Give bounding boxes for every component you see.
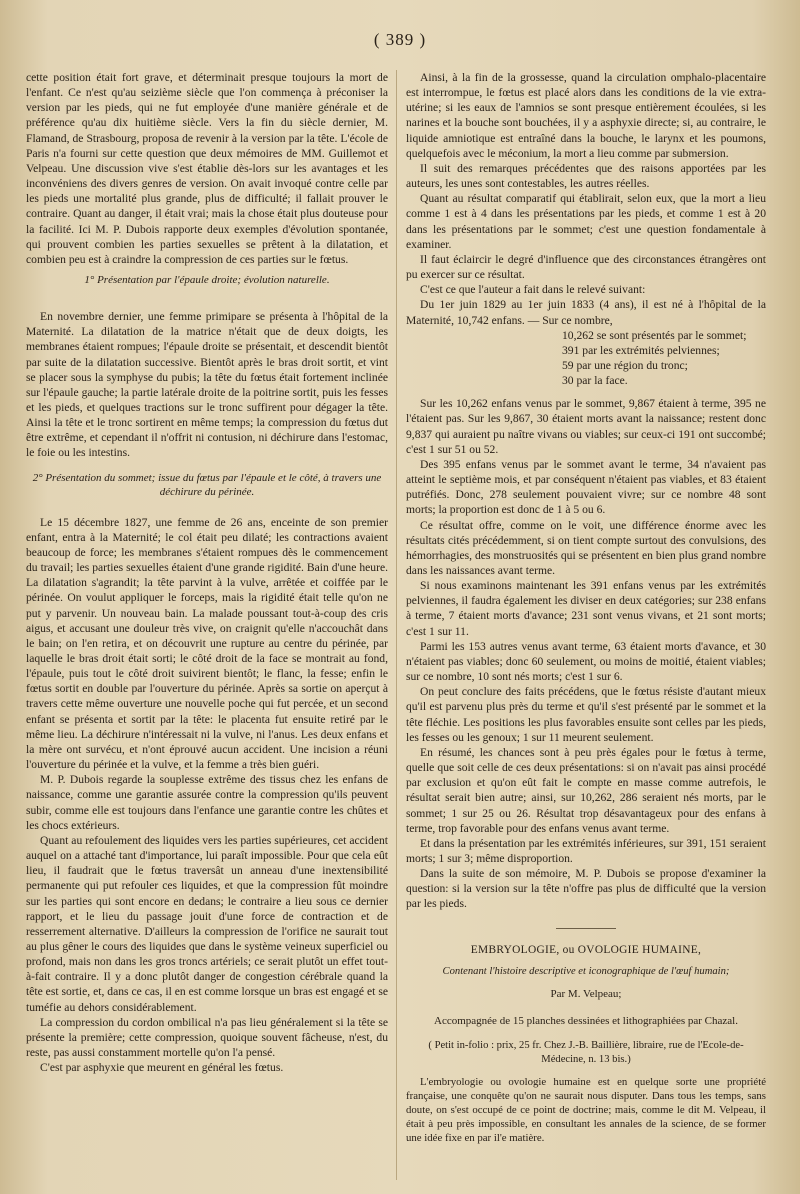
book-publication-info: ( Petit in-folio : prix, 25 fr. Chez J.-B. Baillière, libraire, rue de l'Ecole-de-Médecine, n. 13 bis.) xyxy=(428,1040,744,1066)
paragraph: Ce résultat offre, comme on le voit, une différence énorme avec les résultats cités précédemment, si on tient compte surtout des convulsions, des hémorrhagies, des monstruosités qui se présentent en bien plus grand nombre dans les naissances avant terme. xyxy=(406,518,766,577)
paragraph: La compression du cordon ombilical n'a pas lieu généralement si la tête se présente la première; cette compression, quoique souvent fâcheuse, n'est, du reste, pas aussi constamment mortelle qu'on l'a pensé. xyxy=(26,1015,388,1060)
statistics-line: 30 par la face. xyxy=(562,374,628,388)
birth-statistics xyxy=(406,297,766,388)
paragraph: Le 15 décembre 1827, une femme de 26 ans, enceinte de son premier enfant, entra à la Maternité; le col était peu dilaté; les contractions avaient beaucoup de force; les membranes s'étaient rompues dès le commencement du travail; les parties sexuelles étaient d'une grande rigidité. Bain d'une heure. La dilatation s'agrandit; la tête parvint à la vulve, arrêtée et coiffée par le périnée. On voulut appliquer le forceps, mais la rigidité était telle qu'on ne put y parvenir. Un nouveau bain. La malade poussant tout-à-coup des cris aigus, et accusant une douleur très vive, on craignit qu'elle n'accouchât dans le bain; on l'en retira, et on découvrit une rupture au centre du périnée, par laquelle le bras droit était sorti; le côté droit de la face se montrait au fond, l'épaule, puis tout le côté droit suivirent bientôt; le flanc, la fesse; enfin le fœtus sortit en double par l'ouverture du périnée. Après sa sortie on aperçut à travers cette même ouverture une nouvelle poche qui fut percée, et un second enfant se présenta et sortit par la tête: le placenta fut ensuite retiré par le même lieu. La déchirure n'intéressait ni la vulve, ni l'anus. Les deux enfans et la mère ont survécu, et n'ont éprouvé aucun accident. Une incision a réuni l'ouverture du périnée et la vulve, et la femme a très bien guéri. xyxy=(26,515,388,772)
book-title: EMBRYOLOGIE, ou OVOLOGIE HUMAINE, xyxy=(470,943,702,956)
book-plates: Accompagnée de 15 planches dessinées et lithographiées par Chazal. xyxy=(434,1015,738,1028)
paragraph: Quant au refoulement des liquides vers les parties supérieures, cet accident auquel on a attaché tant d'importance, lui paraît impossible. Pour que cela eût lieu, il faudrait que le fœtus traversât un anneau d'une inextensibilité permanente qui put refouler ces liquides, et que la compression fût moindre sur les parties qui sont encore en dedans; le contraire a lieu sous ce dernier rapport, et le lieu du passage jouit d'une force de contraction et de resserrement alternative. D'ailleurs la compression de l'orifice ne saurait tout au plus gêner le cours des liquides que dans le système veineux superficiel ou profond, mais non dans les gros troncs artériels; ce serait plutôt un effet tout-à-fait contraire. Il y a donc plutôt danger de congestion cérébrale quand la tête est sortie, et, dans ce cas, il en est comme lorsque un bras est engagé et se tuméfie au dehors considérablement. xyxy=(26,833,388,1014)
page-number: ( 389 ) xyxy=(373,30,427,49)
paragraph: Ainsi, à la fin de la grossesse, quand la circulation omphalo-placentaire est interrompue, le fœtus est placé alors dans les conditions de la vie extra-utérine; si les eaux de l'amnios se sont presque entièrement écoulées, si les narines et la bouche sont bouchées, il y a asphyxie directe; si, au contraire, le liquide amniotique est entraîné dans la bouche, le larynx et les poumons, quelquefois avec le méconium, la mort a lieu comme par submersion. xyxy=(406,71,766,160)
section-rule xyxy=(556,928,616,929)
paragraph: cette position était fort grave, et déterminait presque toujours la mort de l'enfant. Ce n'est qu'au seizième siècle que l'on commença à préconiser la version par les pieds, qui ne fut employée d'une manière générale et de préférence qu'au dix huitième siècle. Vers la fin du siècle dernier, M. Flamand, de Strasbourg, proposa de revenir à la version par la tête. L'école de Paris n'a fourni sur cette question que deux mémoires de MM. Guillemot et Velpeau. Une discussion vive s'est établie dès-lors sur les avantages et les inconvéniens des divers genres de version. On avait invoqué contre celle par les pieds une mortalité plus grande, plus de difficulté; il fallait prouver le contraire. Quant au danger, il était vrai; mais la chose était plus douteuse pour la facilité. Ici M. P. Dubois rapporte deux exemples d'évolution spontanée, qui prouvent combien les parties sexuelles se prêtent à la dilatation, et combien peu est à craindre la compression de ces parties sur le fœtus. xyxy=(26,71,388,266)
paragraph: Et dans la présentation par les extrémités inférieures, sur 391, 151 seraient morts; 1 sur 3; même disproportion. xyxy=(406,836,766,865)
paragraph: C'est ce que l'auteur a fait dans le relevé suivant: xyxy=(420,283,646,297)
paragraph: On peut conclure des faits précédens, que le fœtus résiste d'autant mieux qu'il est parvenu plus près du terme et qu'il s'est présenté par le sommet et la tête fléchie. Les positions les plus favorables ensuite sont celles par les pieds, les fesses ou les genoux; 1 sur 11 meurent seulement. xyxy=(406,685,766,744)
statistics-line: 59 par une région du tronc; xyxy=(562,358,688,372)
paragraph: Il suit des remarques précédentes que des raisons apportées par les auteurs, les unes sont contestables, les autres réelles. xyxy=(406,161,766,191)
paragraph: En novembre dernier, une femme primipare se présenta à l'hôpital de la Maternité. La dilatation de la matrice n'était que de deux doigts, les membranes étaient rompues; l'épaule droite se présentait, et descendit bientôt par suite de la dilatation successive. Bientôt après le bras droit sortit, et vint se placer sous la symphyse du pubis; la tête du fœtus était fortement inclinée sur l'épaule gauche; la partie latérale droite de la poitrine sortit, puis les fesses et les pieds, et quelques tractions sur le tronc suffirent pour dégager la tête. Ainsi la tête et le tronc sortirent en même temps; la compression du fœtus dut être extrême, et cependant il n'offrit ni contusion, ni déchirure dans l'estomac, le foie ou les intestins. xyxy=(26,310,388,460)
paragraph: M. P. Dubois regarde la souplesse extrême des tissus chez les enfans de naissance, comme une garantie assurée contre la compression qu'ils peuvent subir, comme elle est toujours dans l'enfance une garantie contre les chûtes et les chocs extérieurs. xyxy=(26,773,388,832)
book-subtitle: Contenant l'histoire descriptive et iconographique de l'œuf humain; xyxy=(442,965,730,977)
paragraph: Il faut éclaircir le degré d'influence que des circonstances étrangères ont pu exercer sur ce résultat. xyxy=(406,252,766,282)
statistics-line: 391 par les extrémités pelviennes; xyxy=(562,343,720,357)
left-column xyxy=(26,70,388,1075)
section-title: 1° Présentation par l'épaule droite; évolution naturelle. xyxy=(84,274,330,287)
section-title: 2° Présentation du sommet; issue du fœtus par l'épaule et le côté, à travers une déchirure du périnée. xyxy=(32,471,382,498)
book-author: Par M. Velpeau; xyxy=(550,987,622,1000)
paragraph: C'est par asphyxie que meurent en général les fœtus. xyxy=(40,1061,284,1075)
paragraph: Si nous examinons maintenant les 391 enfans venus par les extrémités pelviennes, il faudra également les diviser en deux catégories; sur 238 enfans à terme, 7 étaient morts d'avance; 231 sont venus vivans, et 21 sont morts; c'est 1 sur 11. xyxy=(406,579,766,638)
paragraph: Parmi les 153 autres venus avant terme, 63 étaient morts d'avance, et 30 n'étaient pas viables; donc 60 seulement, ou moins de moitié, étaient viables; sur ce nombre, 10 sont nés morts; c'est 1 sur 6. xyxy=(406,639,766,684)
paragraph: Des 395 enfans venus par le sommet avant le terme, 34 n'avaient pas atteint le septième mois, et par conséquent n'étaient pas viables, et 83 étaient putréfiés. Donc, 278 seulement pouvaient vivre; sur ce nombre 48 sont morts; la proportion est donc de 1 à 5 ou 6. xyxy=(406,457,766,517)
right-column xyxy=(406,70,766,1145)
paragraph: Quant au résultat comparatif qui établirait, selon eux, que la mort a lieu comme 1 est à 4 dans les présentations par les pieds, et comme 1 est à 20 dans les présentations par le sommet; c'est une question fondamentale à examiner. xyxy=(406,192,766,251)
paragraph: En résumé, les chances sont à peu près égales pour le fœtus à terme, quelle que soit celle de ces deux présentations: si on n'avait pas ainsi procédé par exclusion et qu'on eût fait le compte en masse comme autrefois, le résultat serait bien autre; ainsi, sur 10,262, 286 seraient nés morts, par le sommet; 1 sur 25 ou 26. Résultat trop désavantageux pour des enfans à terme, trop favorable pour des enfans venus avant terme. xyxy=(406,745,766,835)
review-paragraph: L'embryologie ou ovologie humaine est en quelque sorte une propriété française, une conquête qu'on ne saurait nous disputer. Dans tous les temps, sans doute, on s'est occupé de ce point de doctrine; mais, comme le dit M. Velpeau, il était à peu près impossible, en consultant les annales de la science, de se former une idée fixe en par il'e matière. xyxy=(406,1076,766,1145)
statistics-intro: Du 1er juin 1829 au 1er juin 1833 (4 ans), il est né à l'hôpital de la Maternité, 10,742 enfans. — Sur ce nombre, xyxy=(406,298,766,327)
column-divider xyxy=(396,70,397,1180)
statistics-line: 10,262 se sont présentés par le sommet; xyxy=(562,328,747,342)
paragraph: Dans la suite de son mémoire, M. P. Dubois se propose d'examiner la question: si la version sur la tête n'offre pas plus de difficulté que la version par les pieds. xyxy=(406,867,766,911)
paragraph: Sur les 10,262 enfans venus par le sommet, 9,867 étaient à terme, 395 ne l'étaient pas. Sur les 9,867, 30 étaient morts avant la naissance; restent donc 9,837 qui auraient pu naître vivans ou viables; sur ceux-ci 191 ont succombé; c'est 1 sur 51 ou 52. xyxy=(406,397,766,456)
